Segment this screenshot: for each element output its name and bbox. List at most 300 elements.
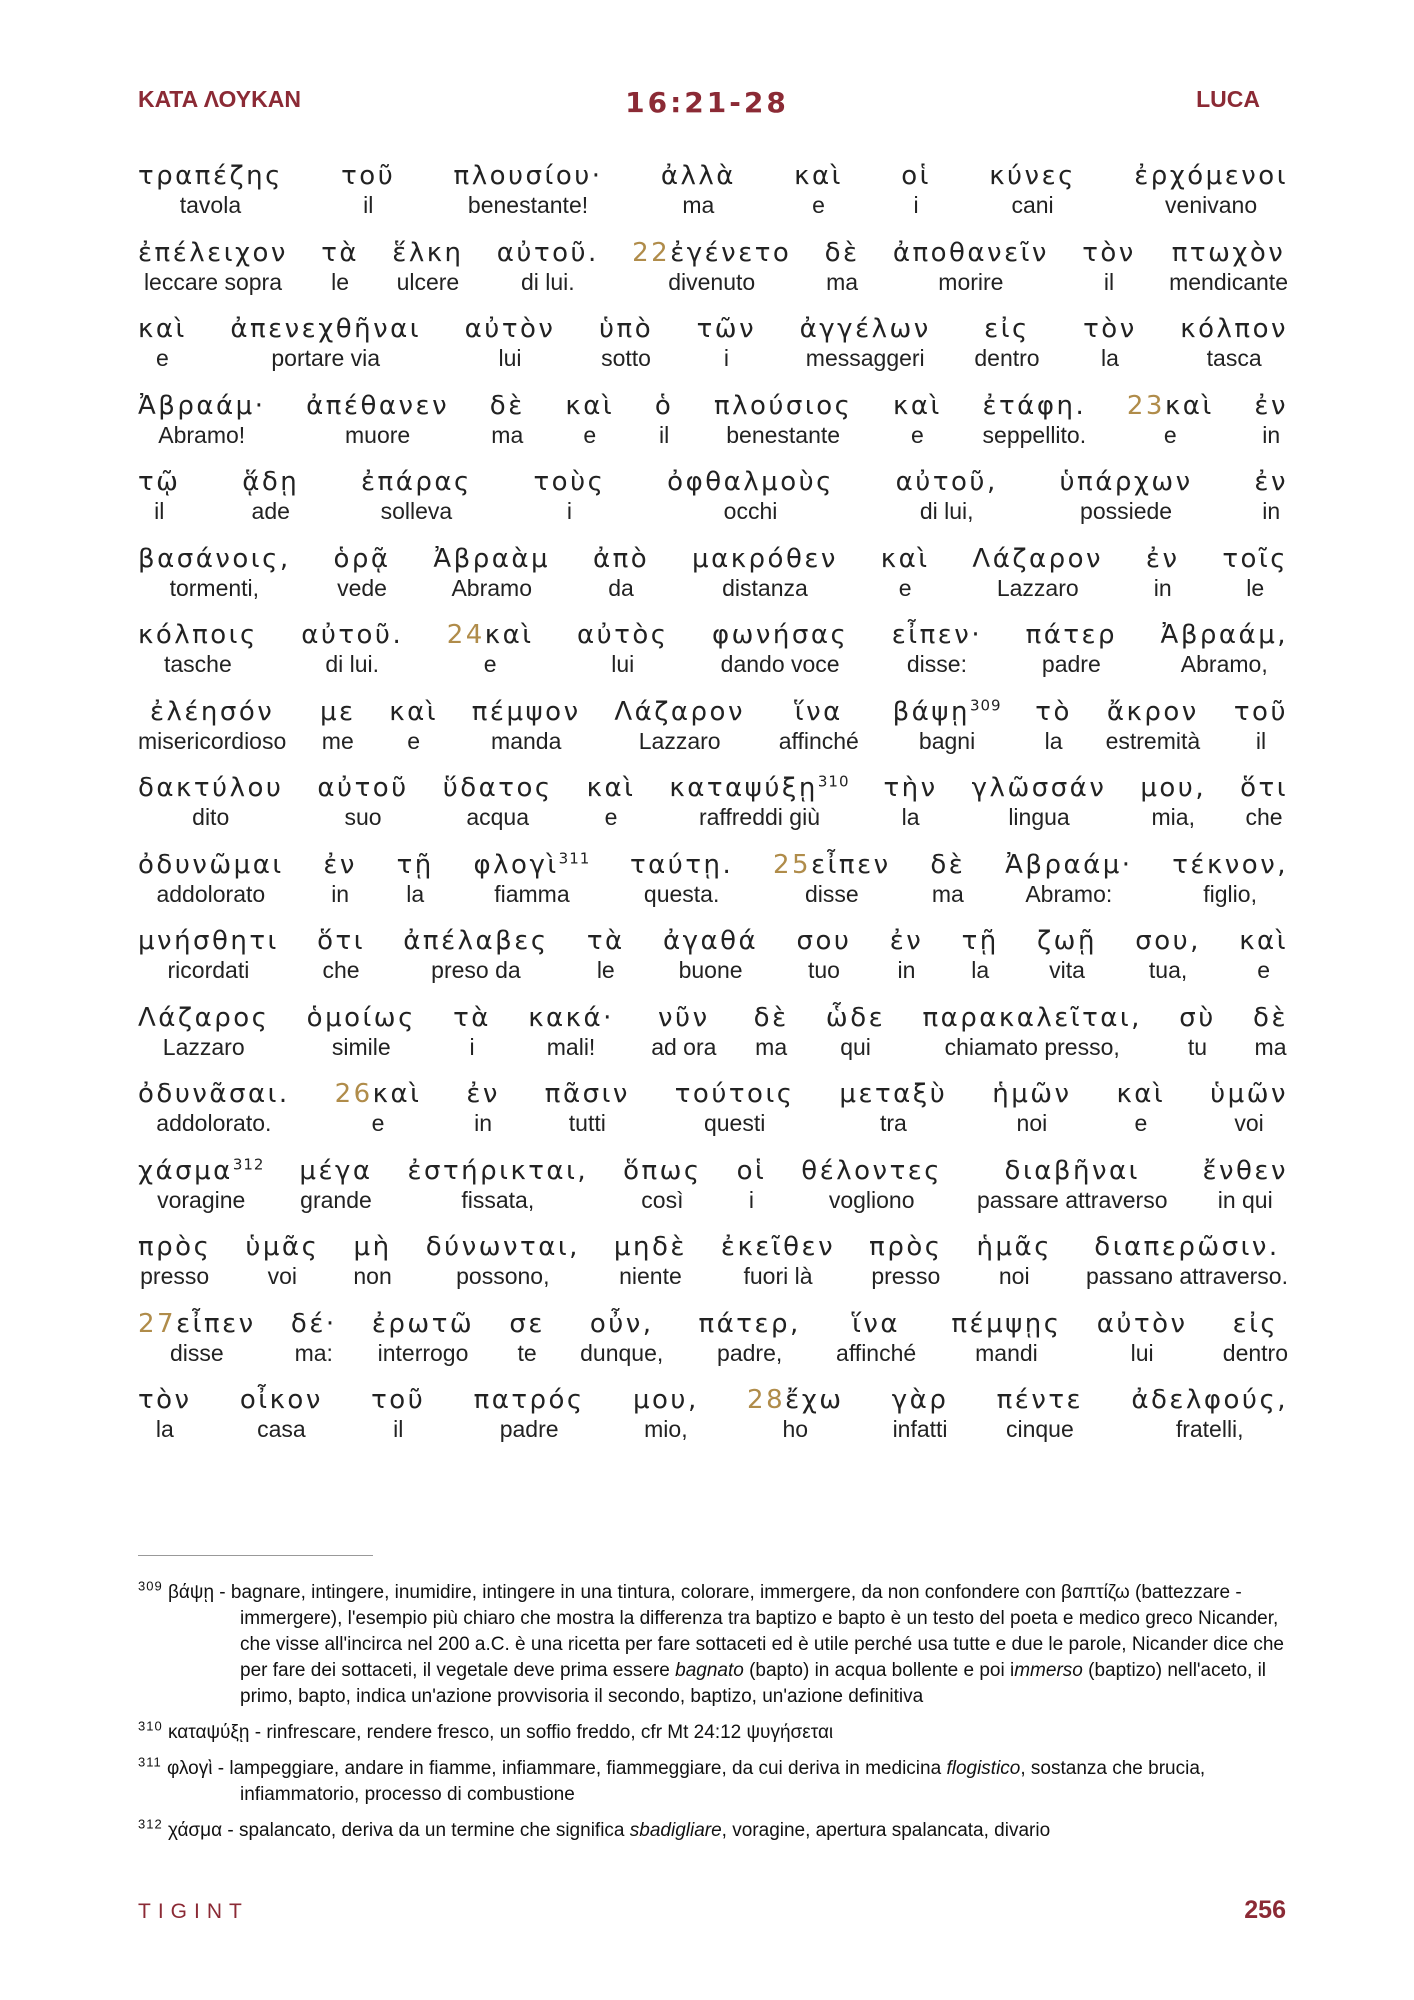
greek-word xyxy=(138,543,291,575)
italian-gloss: che xyxy=(1245,804,1283,830)
word-pair xyxy=(474,849,591,907)
word-pair xyxy=(669,772,849,830)
footnote-term: βάψῃ xyxy=(167,1582,215,1603)
greek-text: μου, xyxy=(1140,773,1207,803)
greek-word xyxy=(801,1155,942,1187)
greek-word xyxy=(972,543,1103,575)
word-pair xyxy=(138,313,187,371)
greek-word xyxy=(630,849,733,881)
word-pair xyxy=(1210,1078,1288,1136)
greek-text: ἔνθεν xyxy=(1202,1155,1288,1186)
greek-word xyxy=(433,543,550,575)
italian-gloss: ma xyxy=(491,421,524,448)
word-pair xyxy=(697,313,756,371)
greek-word xyxy=(1134,160,1288,192)
greek-word xyxy=(881,543,930,575)
greek-text: δύνωνται, xyxy=(425,1232,580,1262)
greek-word xyxy=(1210,1078,1288,1110)
greek-text: τὴν xyxy=(883,773,938,803)
word-pair xyxy=(972,543,1103,601)
word-pair xyxy=(453,1002,491,1060)
greek-word xyxy=(1097,1308,1188,1340)
greek-word xyxy=(403,925,548,957)
italian-gloss: noi xyxy=(1016,1110,1048,1136)
greek-text: Ἀβραάμ· xyxy=(1005,849,1133,880)
word-pair xyxy=(1223,1308,1288,1366)
italian-gloss: ho xyxy=(782,1416,809,1442)
italian-gloss: cinque xyxy=(1005,1416,1074,1442)
greek-word xyxy=(800,313,931,345)
word-pair xyxy=(443,772,553,830)
greek-word xyxy=(796,925,851,957)
greek-text: Ἀβραὰμ xyxy=(433,543,551,574)
greek-word xyxy=(623,1155,702,1187)
greek-word xyxy=(825,237,860,269)
greek-text: ἀποθανεῖν xyxy=(892,237,1049,268)
greek-text: καὶ xyxy=(880,543,930,574)
greek-text: τὸ xyxy=(1035,696,1072,727)
word-pair xyxy=(893,237,1049,295)
greek-text: ἔχω xyxy=(785,1385,844,1415)
greek-text: τοῦ xyxy=(371,1385,426,1415)
italian-gloss: divenuto xyxy=(668,268,756,295)
greek-word xyxy=(930,849,965,881)
footnote-ref[interactable]: 309 xyxy=(969,695,1002,714)
greek-text: πρὸς xyxy=(869,1232,943,1262)
greek-text: ὑπὸ xyxy=(599,314,654,344)
italian-gloss: affinché xyxy=(778,727,859,754)
word-pair xyxy=(1035,696,1072,754)
greek-word xyxy=(890,925,924,957)
italian-gloss: mio, xyxy=(644,1416,688,1442)
greek-text: πέμψῃς xyxy=(951,1308,1062,1339)
word-pair xyxy=(896,466,998,524)
greek-text: τοῦ xyxy=(1233,696,1288,727)
greek-word xyxy=(528,1002,614,1034)
word-pair xyxy=(245,1231,319,1289)
greek-word xyxy=(836,1308,916,1340)
footnote-text xyxy=(212,1758,1205,1805)
greek-text: δὲ xyxy=(930,849,966,880)
word-pair xyxy=(1253,1002,1288,1060)
greek-text: τὰ xyxy=(453,1002,491,1033)
italian-gloss: tua, xyxy=(1148,957,1188,983)
italian-gloss: i xyxy=(748,1186,755,1213)
word-pair xyxy=(1202,1155,1288,1213)
word-pair xyxy=(779,696,859,754)
italian-gloss: lui xyxy=(611,651,635,677)
greek-text: ἐρχόμενοι xyxy=(1134,161,1288,191)
greek-word xyxy=(982,390,1086,422)
greek-text: τοὺς xyxy=(533,467,606,497)
greek-text: αὐτοῦ xyxy=(317,773,409,803)
greek-word xyxy=(1239,925,1288,957)
italian-gloss: e xyxy=(483,651,497,677)
greek-text: τοῖς xyxy=(1222,543,1288,574)
italian-gloss: le xyxy=(331,268,350,295)
greek-word xyxy=(335,1078,422,1110)
greek-word xyxy=(447,619,534,651)
word-pair xyxy=(138,1002,269,1060)
word-pair xyxy=(528,1002,614,1060)
greek-word xyxy=(697,313,756,345)
footer-publisher: TIGINT xyxy=(138,1900,249,1923)
italian-gloss: la xyxy=(1044,727,1063,754)
italian-gloss: distanza xyxy=(722,574,808,601)
greek-word xyxy=(977,1155,1167,1187)
greek-word xyxy=(1202,1155,1288,1187)
greek-text: ὧδε xyxy=(825,1002,886,1033)
greek-word xyxy=(663,925,758,957)
italian-gloss: casa xyxy=(257,1416,306,1442)
footnote-number: 310 xyxy=(138,1718,163,1734)
italian-gloss: presso xyxy=(140,1263,210,1289)
greek-word xyxy=(826,1002,885,1034)
greek-word xyxy=(454,160,603,192)
word-pair xyxy=(320,696,356,754)
greek-word xyxy=(299,1155,372,1187)
word-pair xyxy=(1116,1078,1165,1136)
word-pair xyxy=(509,1308,545,1366)
word-pair xyxy=(977,1155,1167,1213)
italian-gloss: manda xyxy=(491,727,562,754)
greek-word xyxy=(1180,313,1288,345)
interlinear-line xyxy=(138,1308,1298,1385)
greek-word xyxy=(372,1308,474,1340)
word-pair xyxy=(623,1155,702,1213)
greek-text: ἐν xyxy=(1254,467,1288,497)
greek-word xyxy=(138,390,265,422)
greek-word xyxy=(1172,849,1288,881)
greek-word xyxy=(320,696,356,728)
greek-word xyxy=(1086,1231,1288,1263)
footnote-run: (baptizo) nell'aceto, il primo, bapto, indica un'azione provvisoria il secondo, baptizo, un'azione definitiva xyxy=(240,1660,1267,1707)
greek-text: τραπέζης xyxy=(138,161,283,191)
italian-gloss: così xyxy=(641,1186,684,1213)
word-pair xyxy=(372,1308,474,1366)
footnote-label xyxy=(138,1754,213,1779)
greek-text: πέμψον xyxy=(471,696,581,727)
footnote-number: 309 xyxy=(138,1578,163,1594)
word-pair xyxy=(836,1308,916,1366)
greek-text: ὅτι xyxy=(1240,773,1288,803)
interlinear-line xyxy=(138,313,1298,390)
italian-gloss: ma xyxy=(682,192,715,218)
italian-gloss: muore xyxy=(345,421,411,448)
greek-text: σου, xyxy=(1135,926,1201,956)
italian-gloss: in qui xyxy=(1217,1186,1273,1213)
interlinear-line xyxy=(138,925,1298,1002)
greek-text: ὁρᾷ xyxy=(333,543,391,574)
word-pair xyxy=(1234,696,1288,754)
greek-text: θέλοντες xyxy=(801,1155,943,1186)
greek-text: αὐτὸν xyxy=(1096,1308,1188,1339)
word-pair xyxy=(1239,925,1288,983)
greek-text: φωνήσας xyxy=(711,620,849,650)
footnote-run: - bagnare, intingere, inumidire, intingere in una tintura, colorare, immergere, da non confondere con βαπτίζω (battezzare - immergere), l'esempio più chiaro che mostra la differenza tra baptizo e bapto è un testo del poeta e medico greco Nicander, che visse all'incirca nel 200 a.C. è una ricetta per fare sottaceti ed è utile perché usa tutte e due le parole, Nicander dice che per fare dei sottaceti, il vegetale deve prima essere xyxy=(214,1582,1284,1681)
italian-gloss: le xyxy=(1246,574,1265,601)
footnote-ref[interactable]: 310 xyxy=(817,772,850,791)
verse-number: 23 xyxy=(1126,390,1165,421)
header-book-title-greek: ΚΑΤΑ ΛΟΥΚΑΝ xyxy=(138,86,301,112)
greek-text: ἐστήρικται, xyxy=(407,1155,589,1186)
footnote-number: 311 xyxy=(138,1754,162,1770)
italian-gloss: noi xyxy=(998,1263,1030,1289)
greek-text: σου xyxy=(796,926,852,956)
greek-text: τὸν xyxy=(138,1385,192,1415)
greek-text: ἐτάφη. xyxy=(982,390,1087,421)
word-pair xyxy=(472,696,581,754)
interlinear-text xyxy=(138,160,1298,1461)
interlinear-line xyxy=(138,1078,1298,1155)
word-pair xyxy=(307,1002,416,1060)
greek-text: ὕδατος xyxy=(442,773,553,803)
greek-word xyxy=(997,1384,1083,1416)
footnote-label xyxy=(138,1816,223,1841)
word-pair xyxy=(599,313,653,371)
greek-word xyxy=(466,1078,500,1110)
footnote-run: - rinfrescare, rendere fresco, un soffio freddo, cfr Mt 24:12 ψυγήσεται xyxy=(249,1722,834,1743)
word-pair xyxy=(977,1231,1052,1289)
greek-word xyxy=(545,1078,630,1110)
word-pair xyxy=(138,772,283,830)
italian-gloss: e xyxy=(898,574,912,601)
greek-word xyxy=(240,1384,323,1416)
footnote-text xyxy=(214,1582,1284,1707)
word-pair xyxy=(389,696,438,754)
greek-text: ἵνα xyxy=(852,1308,901,1339)
greek-text: αὐτὸς xyxy=(577,620,669,650)
greek-word xyxy=(1169,237,1288,269)
italian-gloss: tu xyxy=(1187,1033,1208,1060)
greek-text: ἐν xyxy=(323,849,357,880)
italian-gloss: tavola xyxy=(179,192,242,218)
greek-text: βάψῃ xyxy=(892,696,970,727)
greek-text: Λάζαρον xyxy=(614,696,745,727)
italian-gloss: non xyxy=(353,1263,392,1289)
italian-gloss: messaggeri xyxy=(805,345,925,371)
word-pair xyxy=(433,543,550,601)
italian-gloss: te xyxy=(517,1339,537,1366)
greek-text: διαβῆναι xyxy=(1004,1155,1140,1186)
italian-gloss: chiamato presso, xyxy=(944,1033,1120,1060)
greek-text: ἐκεῖθεν xyxy=(720,1232,836,1262)
word-pair xyxy=(1005,849,1132,907)
greek-word xyxy=(138,1002,269,1034)
word-pair xyxy=(737,1155,767,1213)
greek-word xyxy=(474,1384,585,1416)
italian-gloss: padre, xyxy=(717,1339,783,1366)
greek-word xyxy=(794,160,843,192)
greek-word xyxy=(138,849,284,881)
word-pair xyxy=(692,543,838,601)
greek-word xyxy=(675,1078,795,1110)
greek-word xyxy=(922,1002,1142,1034)
greek-text: καὶ xyxy=(1116,1079,1166,1109)
italian-gloss: tormenti, xyxy=(169,574,260,601)
greek-word xyxy=(1131,1384,1288,1416)
greek-text: καὶ xyxy=(586,773,636,803)
greek-word xyxy=(972,772,1107,804)
italian-gloss: qui xyxy=(840,1033,871,1060)
footnote-ref[interactable]: 312 xyxy=(232,1154,265,1173)
word-pair xyxy=(1127,390,1214,448)
italian-gloss: e xyxy=(812,192,825,218)
greek-text: αὐτοῦ, xyxy=(895,467,998,497)
greek-text: τὰ xyxy=(586,926,625,956)
greek-word xyxy=(1223,1308,1288,1340)
word-pair xyxy=(712,619,848,677)
italian-gloss: cani xyxy=(1011,192,1054,218)
word-pair xyxy=(633,1384,699,1442)
greek-text: τῇ xyxy=(396,849,434,880)
greek-text: ὀδυνᾶσαι. xyxy=(138,1079,290,1109)
greek-text: δὲ xyxy=(824,237,860,268)
greek-text: πλουσίου· xyxy=(453,161,603,191)
greek-word xyxy=(333,543,390,575)
greek-word xyxy=(714,390,852,422)
greek-text: ἐρωτῶ xyxy=(371,1308,475,1339)
greek-word xyxy=(896,466,998,498)
italian-gloss: passano attraverso. xyxy=(1085,1263,1288,1289)
italian-gloss: la xyxy=(406,880,425,907)
greek-text: καταψύξῃ xyxy=(669,773,818,803)
word-pair xyxy=(667,466,834,524)
greek-text: κόλπον xyxy=(1180,314,1288,344)
greek-text: μὴ xyxy=(353,1232,392,1262)
italian-gloss: dentro xyxy=(1222,1339,1288,1366)
italian-gloss: figlio, xyxy=(1203,880,1257,907)
italian-gloss: in xyxy=(474,1110,493,1136)
italian-gloss: benestante xyxy=(726,421,841,448)
greek-word xyxy=(580,1308,663,1340)
word-pair xyxy=(1254,466,1288,524)
italian-gloss: padre xyxy=(499,1416,559,1442)
footnote-run: , voragine, apertura spalancata, divario xyxy=(721,1820,1051,1841)
word-pair xyxy=(747,1384,843,1442)
italian-gloss: leccare sopra xyxy=(143,268,283,295)
italian-gloss: e xyxy=(583,421,597,448)
italian-gloss: il xyxy=(393,1416,404,1442)
footnote-number: 312 xyxy=(138,1816,163,1832)
word-pair xyxy=(333,543,390,601)
word-pair xyxy=(951,1308,1061,1366)
greek-text: ὁμοίως xyxy=(306,1002,416,1033)
italian-gloss: preso da xyxy=(431,957,521,983)
italian-gloss: questa. xyxy=(643,880,720,907)
greek-text: πρὸς xyxy=(138,1232,212,1262)
greek-word xyxy=(692,543,838,575)
greek-text: ὅπως xyxy=(623,1155,702,1186)
italian-gloss: e xyxy=(407,727,421,754)
italian-gloss: e xyxy=(155,345,169,371)
word-pair xyxy=(361,466,472,524)
italian-gloss: tra xyxy=(879,1110,907,1136)
greek-word xyxy=(712,619,848,651)
italian-gloss: e xyxy=(1134,1110,1148,1136)
greek-text: με xyxy=(319,696,356,727)
footnote-emphasis: flogistico xyxy=(946,1758,1021,1779)
greek-text: τῶν xyxy=(696,314,757,344)
greek-text: Λάζαρος xyxy=(138,1002,270,1033)
word-pair xyxy=(353,1231,391,1289)
greek-text: ἐπάρας xyxy=(361,467,472,497)
greek-word xyxy=(534,466,606,498)
italian-gloss: mandi xyxy=(975,1339,1038,1366)
italian-gloss: padre xyxy=(1041,651,1101,677)
footnote-ref[interactable]: 311 xyxy=(558,848,591,867)
greek-word xyxy=(992,1078,1071,1110)
word-pair xyxy=(632,237,791,295)
italian-gloss: Lazzaro xyxy=(996,574,1079,601)
italian-gloss: suo xyxy=(344,804,382,830)
interlinear-line xyxy=(138,772,1298,849)
footnote xyxy=(138,1720,1298,1746)
word-pair xyxy=(317,925,365,983)
greek-word xyxy=(245,1231,319,1263)
word-pair xyxy=(614,696,745,754)
greek-text: ζωῇ xyxy=(1037,926,1097,956)
word-pair xyxy=(138,1308,256,1366)
greek-word xyxy=(893,390,942,422)
italian-gloss: la xyxy=(155,1416,174,1442)
verse-number: 25 xyxy=(772,849,812,880)
word-pair xyxy=(1134,160,1288,218)
word-pair xyxy=(892,1384,949,1442)
word-pair xyxy=(1180,313,1288,371)
word-pair xyxy=(992,1078,1071,1136)
greek-text: μακρόθεν xyxy=(692,543,838,574)
greek-word xyxy=(138,1078,290,1110)
italian-gloss: addolorato xyxy=(156,880,266,907)
italian-gloss: fiamma xyxy=(494,880,570,907)
footnote-term: καταψύξῃ xyxy=(167,1722,250,1743)
greek-word xyxy=(392,237,463,269)
greek-text: ἄκρον xyxy=(1106,696,1199,727)
word-pair xyxy=(892,619,982,677)
footnote-divider xyxy=(138,1555,373,1556)
italian-gloss: ade xyxy=(251,498,290,524)
greek-word xyxy=(1254,390,1288,422)
italian-gloss: niente xyxy=(619,1263,682,1289)
italian-gloss: infatti xyxy=(892,1416,948,1442)
greek-word xyxy=(839,1078,947,1110)
footnote-emphasis: mmerso xyxy=(1014,1660,1083,1681)
greek-word xyxy=(1146,543,1180,575)
greek-word xyxy=(1179,1002,1216,1034)
italian-gloss: fuori là xyxy=(743,1263,813,1289)
greek-word xyxy=(1082,237,1136,269)
greek-text: κόλποις xyxy=(138,620,258,650)
italian-gloss: seppellito. xyxy=(982,421,1087,448)
greek-text: καὶ xyxy=(1164,390,1214,421)
footnote-run: (bapto) in acqua bollente e poi i xyxy=(743,1660,1015,1681)
greek-word xyxy=(138,160,283,192)
greek-text: σὺ xyxy=(1179,1002,1216,1033)
word-pair xyxy=(426,1231,580,1289)
word-pair xyxy=(901,160,931,218)
italian-gloss: il xyxy=(363,192,374,218)
italian-gloss: Abramo: xyxy=(1025,880,1113,907)
greek-word xyxy=(632,237,791,269)
italian-gloss: passare attraverso xyxy=(977,1186,1168,1213)
italian-gloss: questi xyxy=(703,1110,766,1136)
italian-gloss: vita xyxy=(1049,957,1085,983)
greek-word xyxy=(633,1384,699,1416)
word-pair xyxy=(1169,237,1288,295)
italian-gloss: e xyxy=(911,421,924,448)
greek-text: καὶ xyxy=(565,390,615,421)
